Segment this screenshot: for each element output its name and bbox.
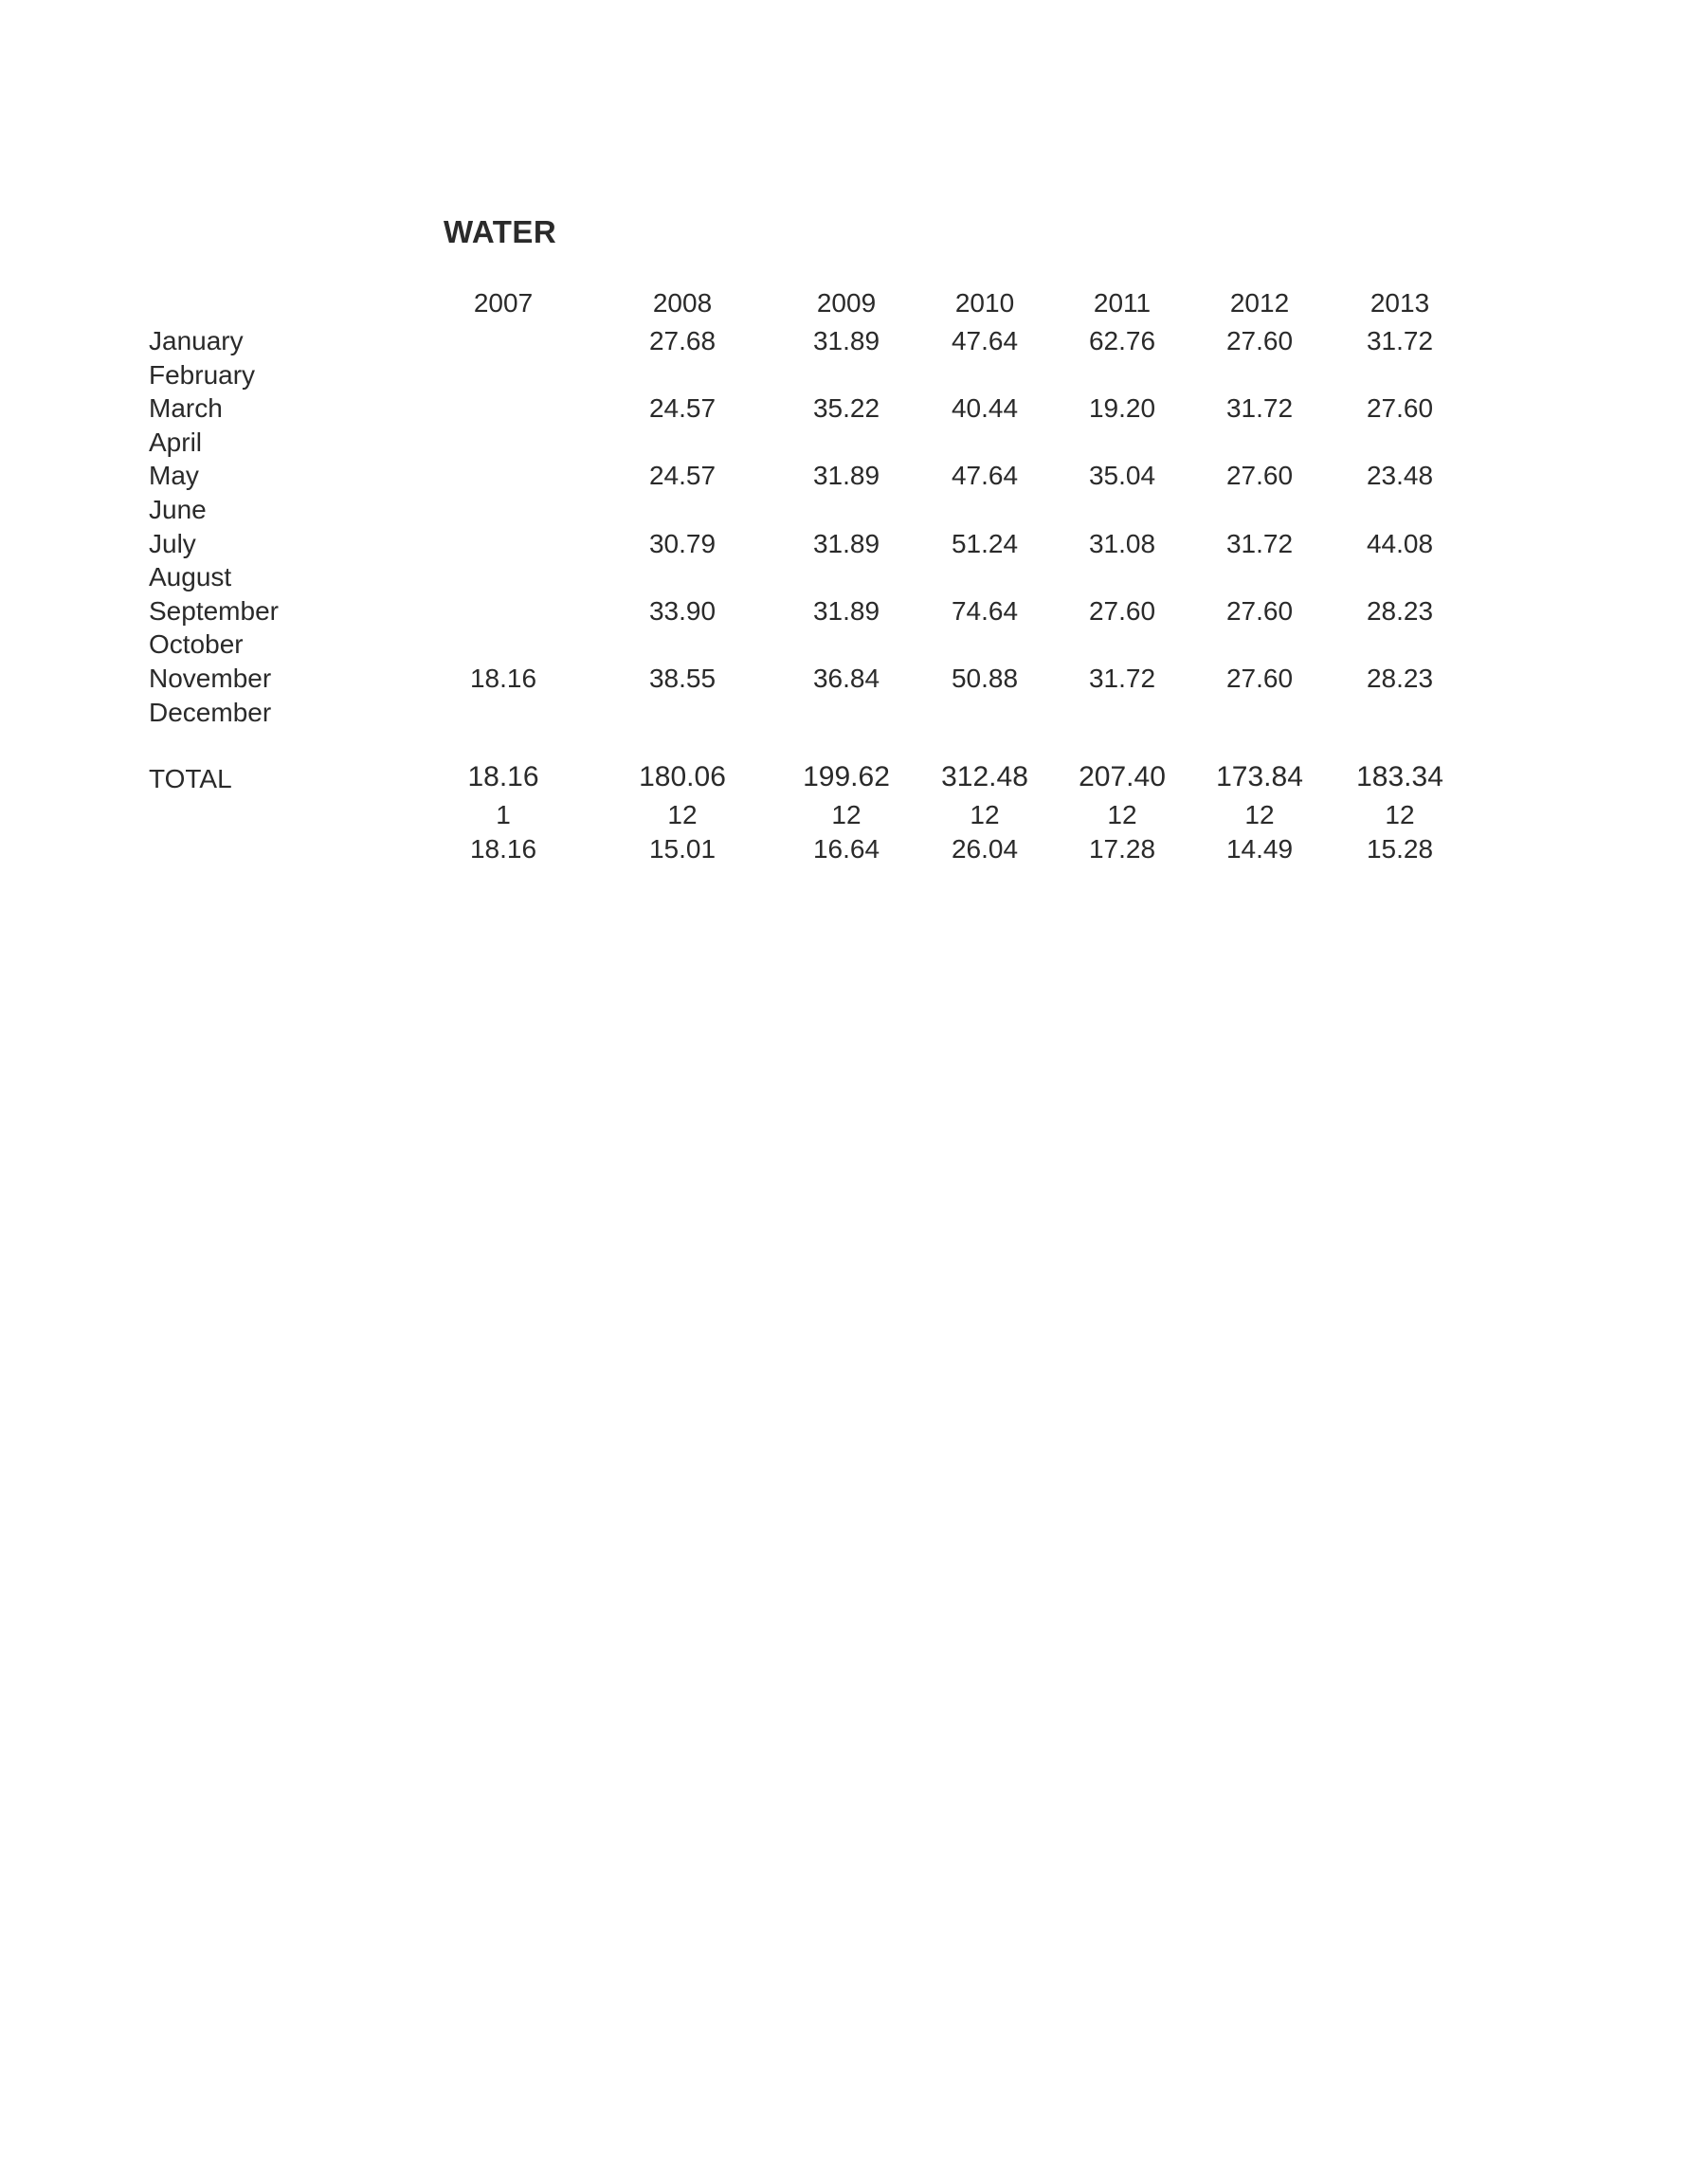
value-july-2010: 51.24 [951, 528, 1019, 558]
average-2011: 17.28 [1088, 834, 1156, 864]
value-november-2008: 38.55 [648, 664, 717, 693]
month-label-may: May [149, 461, 199, 491]
average-2013: 15.28 [1366, 834, 1434, 864]
total-2009: 199.62 [803, 761, 890, 792]
month-label-april: April [149, 427, 203, 457]
value-march-2011: 19.20 [1088, 393, 1156, 424]
value-september-2009: 31.89 [812, 595, 880, 626]
value-may-2009: 31.89 [812, 461, 880, 491]
value-november-2011: 31.72 [1088, 664, 1156, 693]
average-2008: 15.01 [648, 834, 717, 864]
year-header-2007: 2007 [473, 288, 534, 318]
count-2008: 12 [667, 800, 698, 829]
value-september-2010: 74.64 [951, 595, 1019, 626]
month-label-august: August [149, 562, 232, 592]
month-label-january: January [149, 326, 244, 355]
average-2010: 26.04 [951, 834, 1019, 864]
value-september-2012: 27.60 [1225, 595, 1294, 626]
page-title: WATER [444, 214, 557, 249]
count-2013: 12 [1385, 800, 1415, 829]
value-september-2008: 33.90 [648, 595, 717, 626]
value-september-2013: 28.23 [1366, 595, 1434, 626]
value-may-2010: 47.64 [951, 461, 1019, 491]
average-2009: 16.64 [812, 834, 880, 864]
month-label-july: July [149, 528, 196, 558]
value-july-2013: 44.08 [1366, 528, 1434, 558]
value-march-2010: 40.44 [951, 393, 1019, 424]
total-2008: 180.06 [639, 761, 726, 792]
value-july-2011: 31.08 [1088, 528, 1156, 558]
value-january-2010: 47.64 [951, 326, 1019, 355]
value-november-2009: 36.84 [812, 664, 880, 693]
value-january-2008: 27.68 [648, 326, 717, 355]
total-2007: 18.16 [467, 761, 539, 792]
year-header-2008: 2008 [652, 288, 713, 318]
count-2009: 12 [831, 800, 862, 829]
value-november-2012: 27.60 [1225, 664, 1294, 693]
year-header-2012: 2012 [1229, 288, 1290, 318]
month-label-june: June [149, 495, 207, 524]
year-header-2013: 2013 [1370, 288, 1430, 318]
year-header-2010: 2010 [954, 288, 1015, 318]
value-may-2013: 23.48 [1366, 461, 1434, 491]
count-2010: 12 [970, 800, 1000, 829]
month-label-march: March [149, 393, 223, 424]
value-july-2009: 31.89 [812, 528, 880, 558]
average-2012: 14.49 [1225, 834, 1294, 864]
month-label-december: December [149, 697, 272, 727]
total-2012: 173.84 [1216, 761, 1303, 792]
year-header-2009: 2009 [816, 288, 877, 318]
value-january-2012: 27.60 [1225, 326, 1294, 355]
value-november-2010: 50.88 [951, 664, 1019, 693]
month-label-september: September [149, 595, 279, 626]
value-may-2012: 27.60 [1225, 461, 1294, 491]
value-july-2012: 31.72 [1225, 528, 1294, 558]
value-march-2012: 31.72 [1225, 393, 1294, 424]
year-header-2011: 2011 [1093, 288, 1152, 318]
total-2011: 207.40 [1079, 761, 1166, 792]
value-november-2013: 28.23 [1366, 664, 1434, 693]
value-january-2011: 62.76 [1088, 326, 1156, 355]
value-january-2009: 31.89 [812, 326, 880, 355]
month-label-october: October [149, 629, 244, 660]
value-november-2007: 18.16 [469, 664, 537, 693]
total-2010: 312.48 [941, 761, 1028, 792]
average-2007: 18.16 [469, 834, 537, 864]
month-label-november: November [149, 664, 272, 693]
value-january-2013: 31.72 [1366, 326, 1434, 355]
value-september-2011: 27.60 [1088, 595, 1156, 626]
value-may-2011: 35.04 [1088, 461, 1156, 491]
value-march-2008: 24.57 [648, 393, 717, 424]
month-label-february: February [149, 359, 256, 390]
total-2013: 183.34 [1356, 761, 1443, 792]
value-july-2008: 30.79 [648, 528, 717, 558]
value-march-2009: 35.22 [812, 393, 880, 424]
count-2007: 1 [496, 800, 511, 829]
count-2011: 12 [1107, 800, 1137, 829]
count-2012: 12 [1244, 800, 1275, 829]
total-label: TOTAL [149, 764, 232, 793]
value-march-2013: 27.60 [1366, 393, 1434, 424]
value-may-2008: 24.57 [648, 461, 717, 491]
